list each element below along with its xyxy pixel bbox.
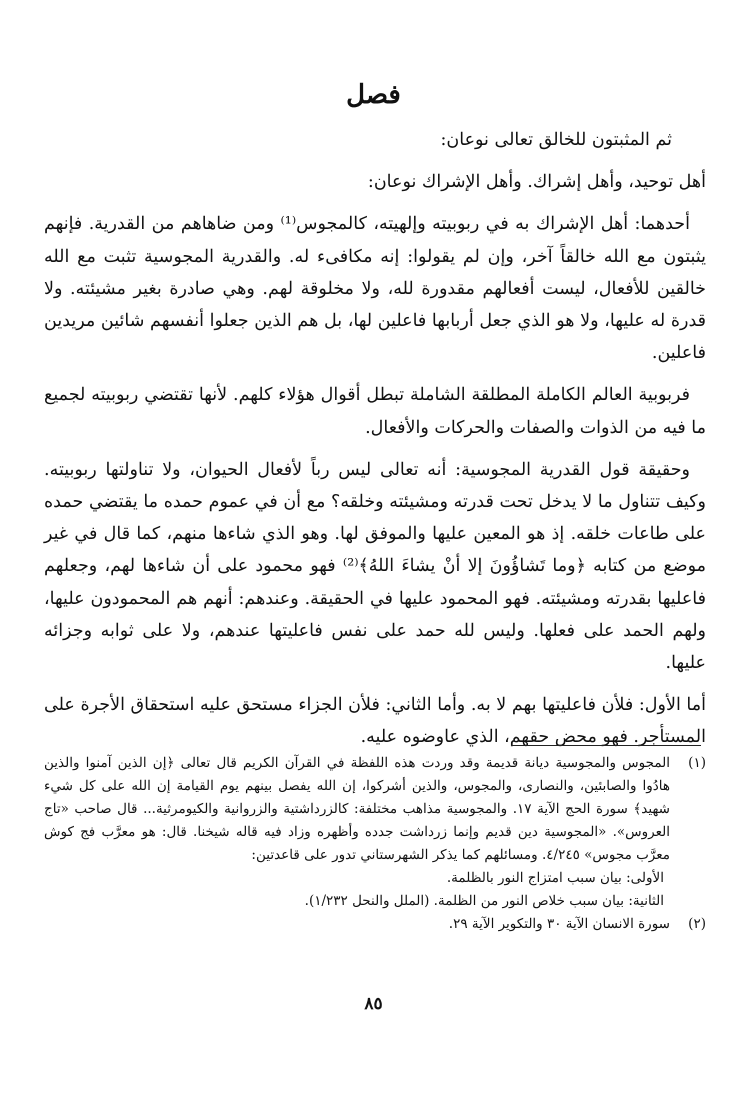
- footnote-subline: الثانية: بيان سبب خلاص النور من الظلمة. (الملل والنحل ١/٢٣٢).: [304, 893, 664, 909]
- footnote-number: (١): [688, 755, 706, 771]
- footnote-subline: الأولى: بيان سبب امتزاج النور بالظلمة.: [446, 870, 664, 886]
- footnote-separator: [511, 745, 701, 746]
- main-text: [44, 124, 706, 754]
- footnote-text: سورة الانسان الآية ٣٠ والتكوير الآية ٢٩.: [448, 916, 670, 932]
- footnote-number: (٢): [688, 916, 706, 932]
- page-number: ٨٥: [364, 994, 383, 1014]
- footnote: [44, 913, 706, 936]
- paragraph: فربوبية العالم الكاملة المطلقة الشاملة تبطل أقوال هؤلاء كلهم. لأنها تقتضي ربوبيته لجميع ما فيه من الذوات والصفات والحركات والأفعال.: [44, 385, 706, 438]
- paragraph: أحدهما: أهل الإشراك به في ربوبيته وإلهيته، كالمجوس⁽¹⁾ ومن ضاهاهم من القدرية. فإنهم يثبتون مع الله خالقاً آخر، وإن لم يقولوا: إنه مكافىء له. والقدرية المجوسية تثبت مع الله خالقين للأفعال، ليست أفعالهم مقدورة لله، ولا مخلوقة لهم. وهي صادرة بغير مشيئته. ولا قدرة له عليها، ولا هو الذي جعل أربابها فاعلين لها، بل هم الذين جعلوا أنفسهم شائين مريدين فاعلين.: [44, 214, 706, 364]
- footnote-text: المجوس والمجوسية ديانة قديمة وقد وردت هذه اللفظة في القرآن الكريم قال تعالى ﴿إن الذين آمنوا والذين هادُوا والصابئين، والنصارى، والمجوس، والذين أشركوا، إن الله يفصل بينهم يوم القيامة إن الله على كل شيء شهيد﴾ سورة الحج الآية ١٧. والمجوسية مذاهب مختلفة: كالزرداشتية والزروانية والكيومرثية... قال صاحب «تاج العروس». «المجوسية دين قديم وإنما زرداشت جدده وأظهره وزاد فيه قاله شيخنا. قال: هو معرَّب فج كوش معرَّب مجوس» ٤/٢٤٥. ومسائلهم كما يذكر الشهرستاني تدور على قاعدتين:: [44, 755, 670, 863]
- section-title: فصل: [346, 80, 401, 110]
- paragraph: أما الأول: فلأن فاعليتها بهم لا به. وأما الثاني: فلأن الجزاء مستحق عليه استحقاق الأجرة على المستأجر. فهو محض حقهم، الذي عاوضوه عليه.: [44, 695, 706, 748]
- paragraph: وحقيقة قول القدرية المجوسية: أنه تعالى ليس رباً لأفعال الحيوان، ولا تناولتها ربوبيته. وكيف تتناول ما لا يدخل تحت قدرته ومشيئته وخلقه؟ مع أن في عموم حمده ما يقتضي حمده على طاعات خلقه. إذ هو المعين عليها والموفق لها. وهو الذي شاءها منهم، كما قال في غير موضع من كتابه ﴿وما تَشاؤُونَ إلا أنْ يشاءَ اللهُ﴾⁽²⁾ فهو محمود على أن شاءها لهم، وجعلهم فاعليها بقدرته ومشيئته. فهو المحمود عليها في الحقيقة. وعندهم: أنهم هم المحمودون عليها، ولهم الحمد على فعلها. وليس لله حمد على نفس فاعليتها عندهم، ولا على ثوابه وجزائه عليها.: [44, 459, 707, 674]
- footnotes: [44, 752, 706, 936]
- footnote: [44, 752, 706, 913]
- paragraph: أهل توحيد، وأهل إشراك. وأهل الإشراك نوعان:: [367, 172, 706, 193]
- paragraph: ثم المثبتون للخالق تعالى نوعان:: [440, 130, 672, 150]
